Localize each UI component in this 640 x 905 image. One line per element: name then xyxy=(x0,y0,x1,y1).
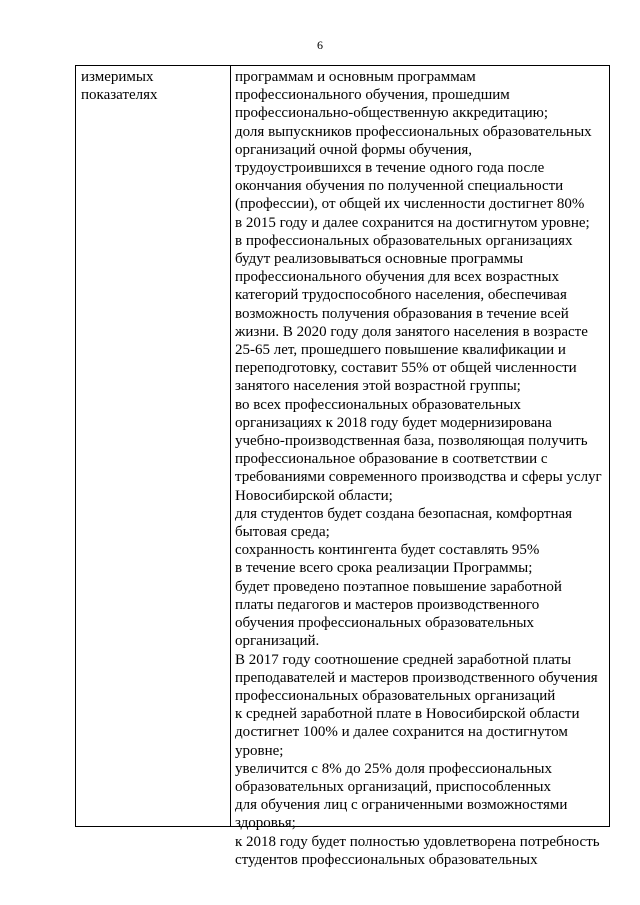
text-line: в 2015 году и далее сохранится на достигнутом уровне; xyxy=(235,214,590,231)
text-line: организациях к 2018 году будет модернизирована xyxy=(235,414,552,431)
text-line: показателях xyxy=(81,87,158,104)
text-line: будут реализовываться основные программы xyxy=(235,251,524,268)
text-line: организаций очной формы обучения, xyxy=(235,141,473,158)
indicator-table xyxy=(75,65,610,868)
text-line: к 2018 году будет полностью удовлетворена потребность xyxy=(235,833,600,850)
text-line: занятого населения этой возрастной группы; xyxy=(235,378,521,395)
text-line: трудоустроившихся в течение одного года после xyxy=(235,160,545,177)
text-line: измеримых xyxy=(81,69,154,85)
text-line: переподготовку, составит 55% от общей численности xyxy=(235,360,577,377)
text-line: уровне; xyxy=(235,742,284,759)
table-cell-indicator-description xyxy=(235,68,607,869)
text-line: для студентов будет создана безопасная, комфортная xyxy=(235,505,573,522)
text-line: увеличится с 8% до 25% доля профессиональных xyxy=(235,760,552,777)
text-line: профессионально-общественную аккредитацию; xyxy=(235,105,549,122)
text-line: требованиями современного производства и сферы услуг xyxy=(235,469,602,486)
table-cell-indicator-name xyxy=(81,68,226,104)
text-line: студентов профессиональных образовательных xyxy=(235,851,538,868)
text-line: профессионального обучения, прошедшим xyxy=(235,87,510,104)
page-number: 6 xyxy=(317,38,323,52)
text-line: профессионального обучения для всех возрастных xyxy=(235,269,559,286)
text-line: профессиональное образование в соответствии с xyxy=(235,451,548,468)
text-line: образовательных организаций, приспособленных xyxy=(235,778,552,795)
text-line: к средней заработной плате в Новосибирской области xyxy=(235,706,580,723)
text-line: программам и основным программам xyxy=(235,69,476,85)
text-line: профессиональных образовательных организаций xyxy=(235,687,556,704)
column-divider xyxy=(230,66,231,826)
text-line: 25-65 лет, прошедшего повышение квалификации и xyxy=(235,342,566,359)
text-line: организаций. xyxy=(235,633,320,650)
text-line: здоровья; xyxy=(235,815,296,832)
text-line: преподавателей и мастеров производственного обучения xyxy=(235,669,598,686)
text-line: обучения профессиональных образовательных xyxy=(235,615,535,632)
text-line: окончания обучения по полученной специальности xyxy=(235,178,564,195)
text-line: во всех профессиональных образовательных xyxy=(235,396,521,413)
text-line: В 2017 году соотношение средней заработной платы xyxy=(235,651,572,668)
text-line: платы педагогов и мастеров производственного xyxy=(235,596,540,613)
text-line: достигнет 100% и далее сохранится на достигнутом xyxy=(235,724,568,741)
text-line: будет проведено поэтапное повышение заработной xyxy=(235,578,562,595)
text-line: жизни. В 2020 году доля занятого населения в возрасте xyxy=(235,323,588,340)
text-line: возможность получения образования в течение всей xyxy=(235,305,569,322)
text-line: в течение всего срока реализации Программы; xyxy=(235,560,533,577)
text-line: доля выпускников профессиональных образовательных xyxy=(235,123,592,140)
text-line: (профессии), от общей их численности достигнет 80% xyxy=(235,196,585,213)
text-line: Новосибирской области; xyxy=(235,487,393,504)
text-line: учебно-производственная база, позволяющая получить xyxy=(235,433,588,450)
text-line: категорий трудоспособного населения, обеспечивая xyxy=(235,287,567,304)
text-line: в профессиональных образовательных организациях xyxy=(235,232,573,249)
text-line: сохранность контингента будет составлять 95% xyxy=(235,542,540,559)
text-line: для обучения лиц с ограниченными возможностями xyxy=(235,797,568,814)
text-line: бытовая среда; xyxy=(235,524,330,541)
